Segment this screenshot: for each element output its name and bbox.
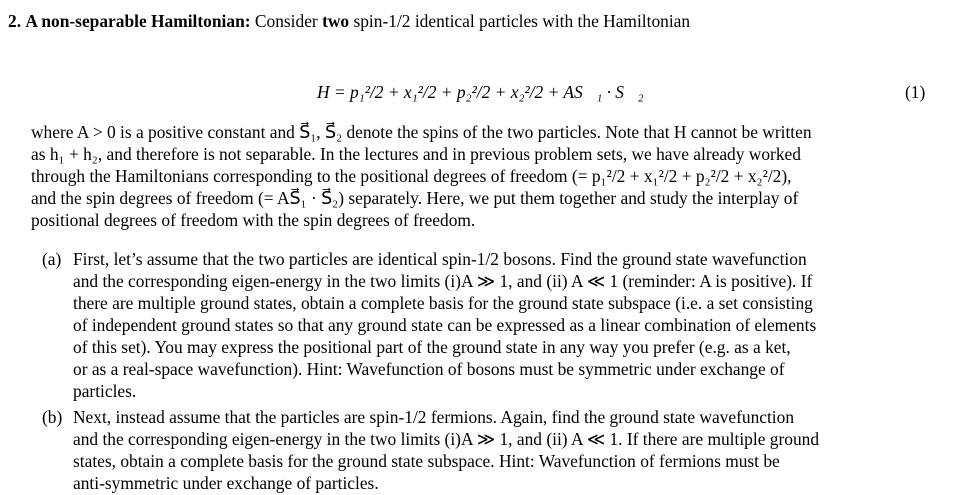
paragraph-line: through the Hamiltonians corresponding to the positional degrees of freedom (= p₁²/2 + x₁²/2 + p₂²/2 + x₂²/2), bbox=[31, 166, 792, 186]
problem-intro-bold: two bbox=[322, 11, 350, 31]
paragraph-line: as h₁ + h₂, and therefore is not separable. In the lectures and in previous problem sets, we have already worked bbox=[31, 144, 801, 164]
part-a-line: of this set). You may express the positional part of the ground state in any way you prefer (e.g. as a ket, bbox=[73, 337, 791, 357]
part-b-line: Next, instead assume that the particles are spin-1/2 fermions. Again, find the ground state wavefunction bbox=[73, 407, 795, 427]
intro-paragraph bbox=[31, 121, 951, 231]
paragraph-line: where A > 0 is a positive constant and S⃗₁, S⃗₂ denote the spins of the two particles. Note that H cannot be written bbox=[31, 122, 812, 142]
part-b-line: and the corresponding eigen-energy in the two limits (i)A ≫ 1, and (ii) A ≪ 1. If there are multiple ground bbox=[73, 429, 820, 449]
part-a-line: there are multiple ground states, obtain a complete basis for the ground state subspace (i.e. a set consisting bbox=[73, 293, 813, 313]
part-b-line: anti-symmetric under exchange of particles. bbox=[73, 473, 379, 493]
part-a-line: particles. bbox=[73, 381, 137, 401]
problem-header bbox=[8, 11, 690, 31]
equation-number: (1) bbox=[905, 82, 926, 102]
part-a-line: First, let’s assume that the two particles are identical spin-1/2 bosons. Find the ground state wavefunction bbox=[73, 249, 807, 269]
part-a-line: of independent ground states so that any ground state can be expressed as a linear combination of elements bbox=[73, 315, 817, 335]
hamiltonian-equation: H = p₁²/2 + x₁²/2 + p₂²/2 + x₂²/2 + AS⃗₁ · S⃗₂ bbox=[317, 82, 644, 102]
problem-number: 2. bbox=[8, 11, 22, 31]
part-a-label: (a) bbox=[42, 249, 62, 269]
part-b-label: (b) bbox=[42, 407, 63, 427]
problem-intro-start: Consider bbox=[254, 11, 318, 31]
part-b-line: states, obtain a complete basis for the ground state subspace. Hint: Wavefunction of fermions must be bbox=[73, 451, 780, 471]
part-a-line: or as a real-space wavefunction). Hint: Wavefunction of bosons must be symmetric under exchange of bbox=[73, 359, 785, 379]
part-a-line: and the corresponding eigen-energy in the two limits (i)A ≫ 1, and (ii) A ≪ 1 (reminder: A is positive). If bbox=[73, 271, 813, 291]
part-a-body bbox=[73, 248, 943, 402]
part-b-body bbox=[73, 406, 943, 494]
problem-intro-end: spin-1/2 identical particles with the Hamiltonian bbox=[353, 11, 691, 31]
paragraph-line: and the spin degrees of freedom (= AS⃗₁ · S⃗₂) separately. Here, we put them together and study the interplay of bbox=[31, 188, 799, 208]
paragraph-line: positional degrees of freedom with the spin degrees of freedom. bbox=[31, 210, 476, 230]
problem-title: A non-separable Hamiltonian: bbox=[25, 11, 251, 31]
